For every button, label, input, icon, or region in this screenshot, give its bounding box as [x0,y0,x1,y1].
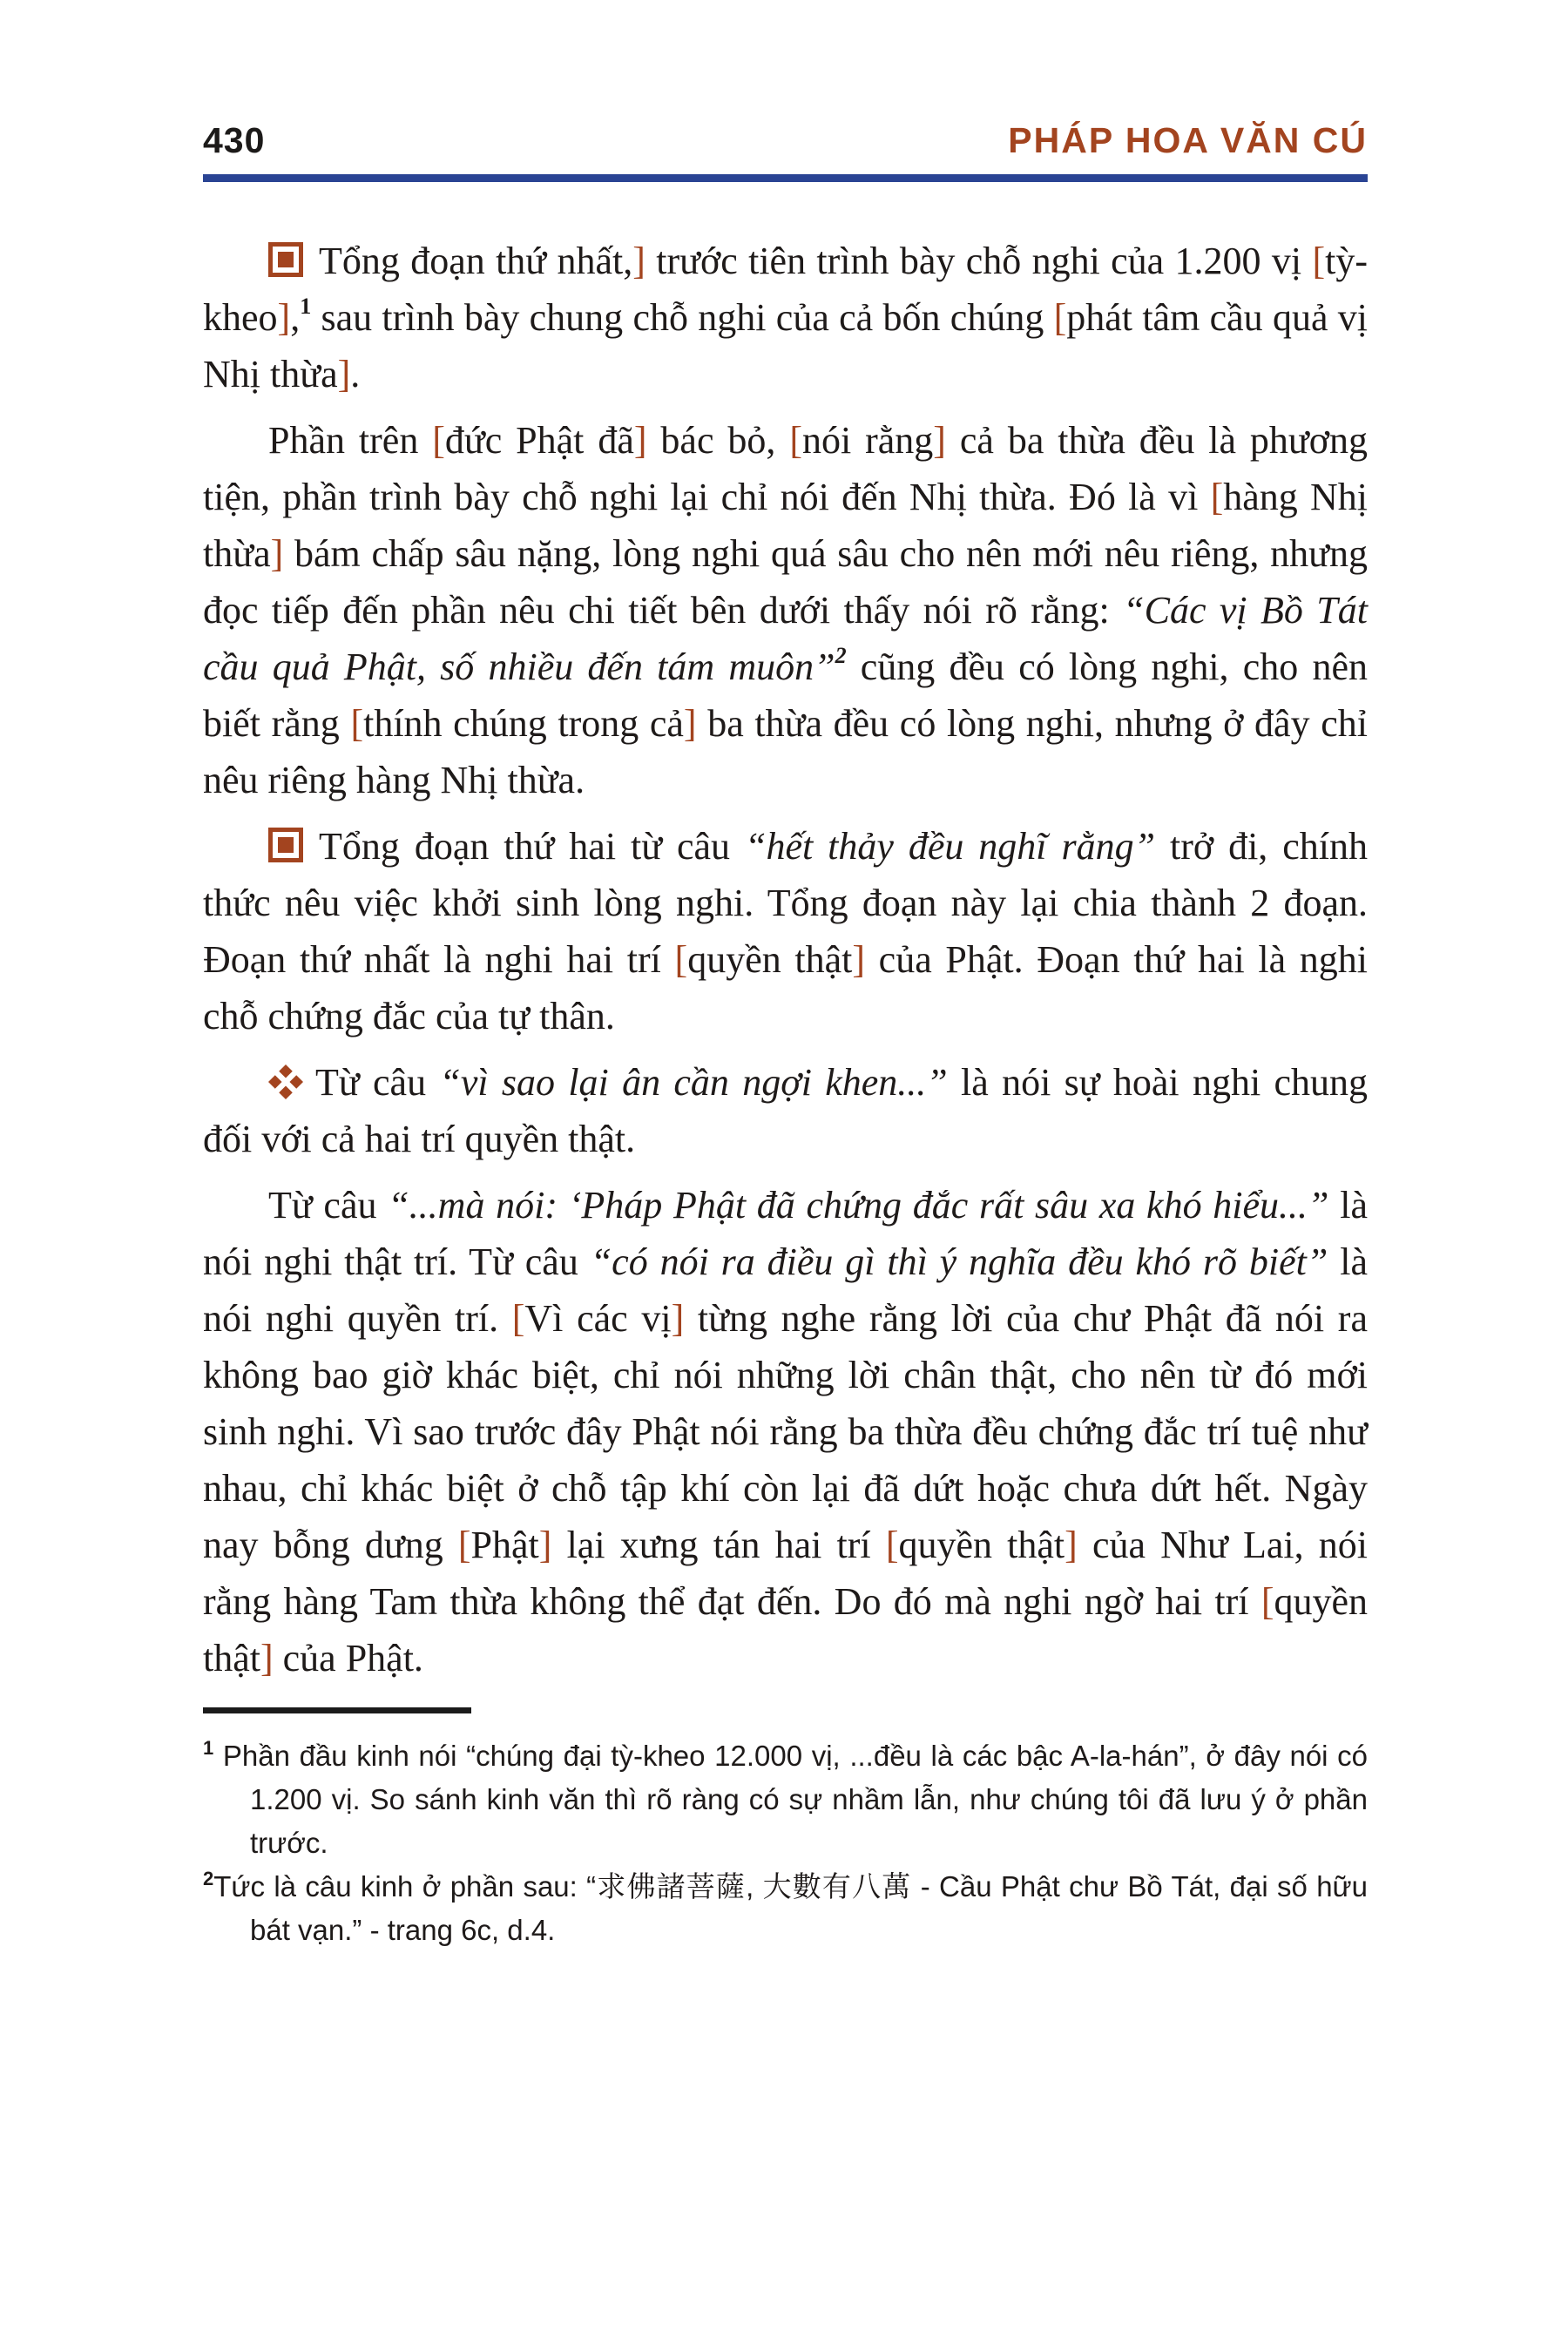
text-segment: quyền thật [203,1580,1368,1680]
text-segment: [ [432,419,445,462]
text-segment: của Như Lai, nói rằng hàng Tam thừa không thể đạt đến. Do đó mà nghi ngờ hai trí [203,1524,1368,1623]
text-segment: là nói nghi quyền trí. [203,1240,1368,1340]
text-segment: ] [1064,1524,1078,1566]
text-segment: từng nghe rằng lời của chư Phật đã nói ra không bao giờ khác biệt, chỉ nói những lời chân thật, cho nên từ đó mới sinh nghi. Vì sao trước đây Phật nói rằng ba thừa đều chứng đắc trí tuệ như nhau, chỉ khác biệt ở chỗ tập khí còn lại đã dứt hoặc chưa dứt hết. Ngày nay bỗng dưng [203,1297,1368,1566]
footnotes-section [203,1707,1368,1952]
text-segment: [ [350,702,364,745]
text-segment: Vì các vị [524,1297,672,1340]
footnote [203,1865,1368,1952]
text-segment: Phần trên [268,419,433,462]
text-segment: bác bỏ, [646,419,790,462]
text-segment: [ [789,419,802,462]
text-segment: [ [457,1524,471,1566]
text-segment: Phật [470,1524,539,1566]
text-segment: sau trình bày chung chỗ nghi của cả bốn chúng [311,296,1054,339]
paragraph [203,1054,1368,1167]
text-segment: ] [632,240,645,282]
text-segment: [ [1312,240,1326,282]
text-segment: ] [852,938,866,981]
text-segment: “Các vị Bồ Tát cầu quả Phật, số nhiều đến tám muôn” [203,589,1368,688]
footnote-text [213,1740,1368,1859]
paragraph [203,818,1368,1044]
footnote-separator-rule [203,1707,471,1713]
text-segment: [ [1260,1580,1274,1623]
text-segment: là nói nghi thật trí. Từ câu [203,1184,1368,1283]
text-segment: Tức là câu kinh ở phần sau: “求佛諸菩薩, 大數有八萬 - Cầu Phật chư Bồ Tát, đại số hữu bát vạn.” - trang 6c, d.4. [213,1870,1368,1946]
text-segment: ] [933,419,946,462]
text-segment: Tổng đoạn thứ hai từ câu [319,825,745,868]
text-segment: [ [511,1297,525,1340]
text-segment: ba thừa đều có lòng nghi, nhưng ở đây chỉ nêu riêng hàng Nhị thừa. [203,702,1368,801]
text-segment: cả ba thừa đều là phương tiện, phần trình bày chỗ nghi lại chỉ nói đến Nhị thừa. Đó là vì [203,419,1369,518]
text-segment: phát tâm cầu quả vị Nhị thừa [203,296,1368,395]
running-title: PHÁP HOA VĂN CÚ [1008,120,1368,160]
footnote-text [213,1870,1368,1946]
text-segment: 1 [300,294,312,319]
footnote [203,1734,1368,1865]
body-text [203,233,1368,1686]
footnote-marker: 2 [203,1868,214,1889]
text-segment: trở đi, chính thức nêu việc khởi sinh lòng nghi. Tổng đoạn này lại chia thành 2 đoạn. Đoạn thứ nhất là nghi hai trí [203,825,1368,981]
text-segment: ] [260,1637,274,1680]
text-segment: Tổng đoạn thứ nhất, [319,240,633,282]
header-rule [203,174,1368,182]
text-segment: “vì sao lại ân cần ngợi khen...” [439,1061,948,1104]
square-bullet-icon [268,242,303,277]
text-segment: lại xưng tán hai trí [551,1524,886,1566]
paragraph-text [203,825,1368,1037]
text-segment: [ [674,938,688,981]
text-segment: [ [1053,296,1067,339]
text-segment: ] [277,296,291,339]
paragraph-text [203,240,1368,395]
text-segment: đức Phật đã [444,419,634,462]
text-segment: Từ câu [315,1061,440,1104]
text-segment: trước tiên trình bày chỗ nghi của 1.200 vị [645,240,1313,282]
text-segment: cũng đều có lòng nghi, cho nên biết rằng [203,645,1368,745]
paragraph [203,233,1368,402]
text-segment: “có nói ra điều gì thì ý nghĩa đều khó rõ biết” [590,1240,1328,1283]
paragraph-text [203,1061,1368,1160]
square-bullet-icon [268,828,303,862]
text-segment: thính chúng trong cả [363,702,684,745]
text-segment: “...mà nói: ‘Pháp Phật đã chứng đắc rất sâu xa khó hiểu...” [388,1184,1329,1227]
footnote-marker: 1 [203,1737,214,1759]
text-segment: ] [270,532,284,575]
text-segment: nói rằng [801,419,934,462]
text-segment: là nói sự hoài nghi chung đối với cả hai trí quyền thật. [203,1061,1368,1160]
text-segment: ] [671,1297,685,1340]
text-segment: “hết thảy đều nghĩ rằng” [744,825,1156,868]
text-segment: tỳ-kheo [203,240,1368,339]
text-segment: quyền thật [898,1524,1065,1566]
text-segment: của Phật. [273,1637,423,1680]
paragraph-text [203,419,1368,801]
diamond-bullet-icon [268,1064,303,1099]
paragraph-text [203,1184,1368,1680]
text-segment: hàng Nhị thừa [203,476,1369,575]
text-segment: quyền thật [687,938,853,981]
text-segment: Từ câu [268,1184,389,1227]
text-segment: . [350,353,361,395]
paragraph [203,1177,1368,1686]
text-segment: ] [337,353,351,395]
text-segment: ] [683,702,697,745]
page-header [203,120,1368,161]
text-segment: ] [538,1524,552,1566]
text-segment: [ [885,1524,899,1566]
paragraph [203,412,1368,808]
text-segment: , [290,296,301,339]
text-segment: của Phật. Đoạn thứ hai là nghi chỗ chứng đắc của tự thân. [203,938,1368,1037]
text-segment: bám chấp sâu nặng, lòng nghi quá sâu cho nên mới nêu riêng, nhưng đọc tiếp đến phần nêu chi tiết bên dưới thấy nói rõ rằng: [203,532,1368,632]
text-segment: Phần đầu kinh nói “chúng đại tỳ-kheo 12.000 vị, ...đều là các bậc A-la-hán”, ở đây nói có 1.200 vị. So sánh kinh văn thì rõ ràng có sự nhầm lẫn, như chúng tôi đã lưu ý ở phần trước. [213,1740,1368,1859]
text-segment: 2 [835,643,847,668]
page-number: 430 [203,120,266,160]
text-segment: [ [1210,476,1224,518]
text-segment: ] [633,419,647,462]
